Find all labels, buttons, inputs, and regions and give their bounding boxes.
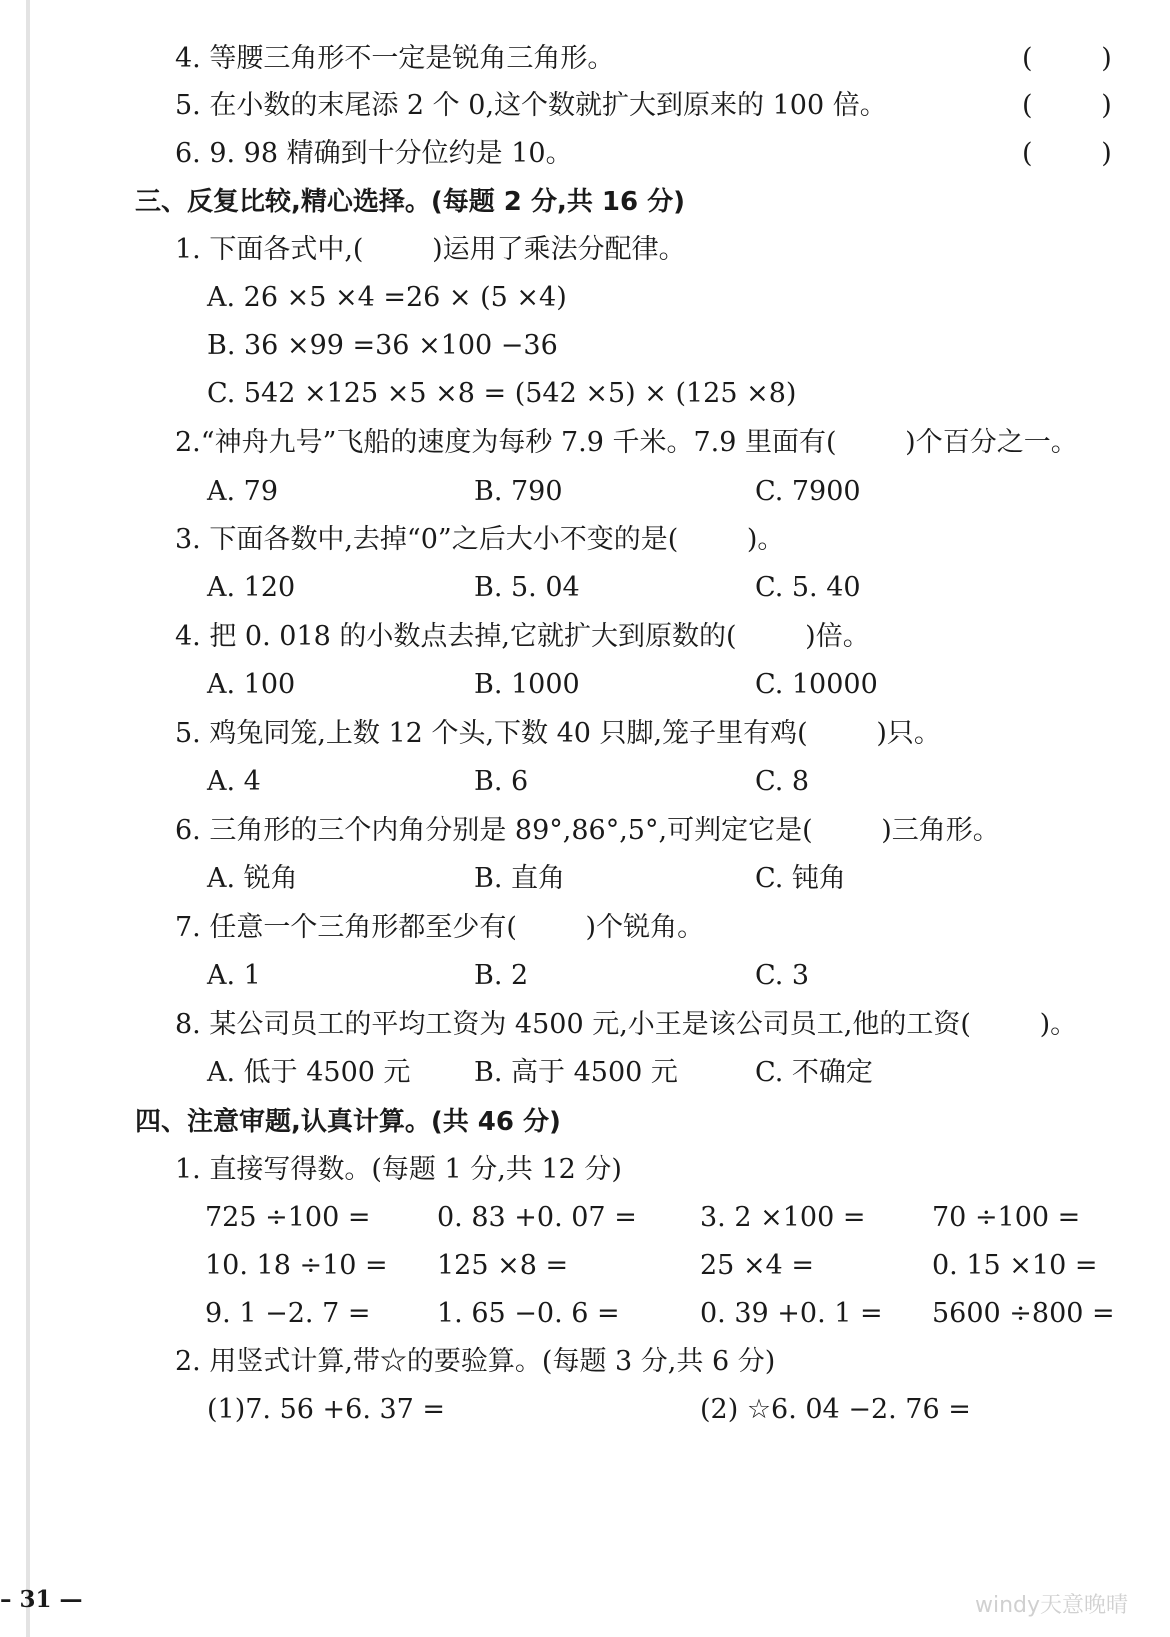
- choice-option-3a[interactable]: A. 120: [207, 572, 296, 603]
- page-edge-shadow: [26, 0, 30, 1637]
- choice-option-1a[interactable]: A. 26 ×5 ×4 =26 × (5 ×4): [207, 282, 567, 313]
- vertical-calc-item-1: (1)7. 56 +6. 37 =: [207, 1394, 446, 1425]
- section3-heading: 三、反复比较,精心选择。(每题 2 分,共 16 分): [135, 187, 685, 217]
- choice-question-1: 1. 下面各式中,( )运用了乘法分配律。: [175, 234, 686, 265]
- choice-question-2: 2.“神舟九号”飞船的速度为每秒 7.9 千米。7.9 里面有( )个百分之一。: [175, 427, 1078, 458]
- calc-item: 5600 ÷800 =: [932, 1298, 1115, 1329]
- choice-question-7: 7. 任意一个三角形都至少有( )个锐角。: [175, 912, 705, 943]
- choice-option-8c[interactable]: C. 不确定: [755, 1057, 873, 1088]
- calc-item: 725 ÷100 =: [205, 1202, 371, 1233]
- choice-question-8: 8. 某公司员工的平均工资为 4500 元,小王是该公司员工,他的工资( )。: [175, 1009, 1078, 1040]
- calc-item: 10. 18 ÷10 =: [205, 1250, 388, 1281]
- choice-option-6c[interactable]: C. 钝角: [755, 863, 846, 894]
- vertical-calc-item-2: (2) ☆6. 04 −2. 76 =: [700, 1394, 971, 1425]
- choice-option-2b[interactable]: B. 790: [474, 476, 563, 507]
- choice-option-6b[interactable]: B. 直角: [474, 863, 566, 894]
- choice-option-5c[interactable]: C. 8: [755, 766, 810, 797]
- choice-option-1b[interactable]: B. 36 ×99 =36 ×100 −36: [207, 330, 558, 361]
- answer-blank-judge-4[interactable]: ( ): [1022, 43, 1112, 74]
- calc-item: 3. 2 ×100 =: [700, 1202, 866, 1233]
- answer-blank-judge-5[interactable]: ( ): [1022, 90, 1112, 121]
- choice-option-2c[interactable]: C. 7900: [755, 476, 861, 507]
- choice-option-1c[interactable]: C. 542 ×125 ×5 ×8 = (542 ×5) × (125 ×8): [207, 378, 797, 409]
- calc-subheading-2: 2. 用竖式计算,带☆的要验算。(每题 3 分,共 6 分): [175, 1346, 776, 1377]
- choice-option-8b[interactable]: B. 高于 4500 元: [474, 1057, 678, 1088]
- choice-option-5b[interactable]: B. 6: [474, 766, 529, 797]
- choice-option-2a[interactable]: A. 79: [207, 476, 279, 507]
- calc-item: 0. 15 ×10 =: [932, 1250, 1098, 1281]
- choice-option-4c[interactable]: C. 10000: [755, 669, 878, 700]
- choice-option-7b[interactable]: B. 2: [474, 960, 529, 991]
- choice-option-3b[interactable]: B. 5. 04: [474, 572, 580, 603]
- calc-item: 1. 65 −0. 6 =: [437, 1298, 620, 1329]
- calc-item: 70 ÷100 =: [932, 1202, 1081, 1233]
- choice-question-5: 5. 鸡兔同笼,上数 12 个头,下数 40 只脚,笼子里有鸡( )只。: [175, 718, 941, 749]
- choice-option-7a[interactable]: A. 1: [207, 960, 261, 991]
- page-number: – 31 —: [0, 1586, 83, 1613]
- judge-item-4: 4. 等腰三角形不一定是锐角三角形。: [175, 43, 615, 74]
- judge-item-5: 5. 在小数的末尾添 2 个 0,这个数就扩大到原来的 100 倍。: [175, 90, 887, 121]
- judge-item-6: 6. 9. 98 精确到十分位约是 10。: [175, 138, 573, 169]
- choice-option-6a[interactable]: A. 锐角: [207, 863, 298, 894]
- calc-item: 0. 83 +0. 07 =: [437, 1202, 637, 1233]
- calc-item: 25 ×4 =: [700, 1250, 814, 1281]
- calc-item: 0. 39 +0. 1 =: [700, 1298, 883, 1329]
- choice-option-4a[interactable]: A. 100: [207, 669, 296, 700]
- choice-option-5a[interactable]: A. 4: [207, 766, 261, 797]
- calc-item: 125 ×8 =: [437, 1250, 569, 1281]
- choice-option-8a[interactable]: A. 低于 4500 元: [207, 1057, 411, 1088]
- choice-option-3c[interactable]: C. 5. 40: [755, 572, 861, 603]
- choice-question-3: 3. 下面各数中,去掉“0”之后大小不变的是( )。: [175, 524, 785, 555]
- watermark: windy天意晚晴: [975, 1593, 1129, 1618]
- section4-heading: 四、注意审题,认真计算。(共 46 分): [135, 1107, 561, 1137]
- calc-item: 9. 1 −2. 7 =: [205, 1298, 371, 1329]
- calc-subheading-1: 1. 直接写得数。(每题 1 分,共 12 分): [175, 1154, 622, 1185]
- choice-question-6: 6. 三角形的三个内角分别是 89°,86°,5°,可判定它是( )三角形。: [175, 815, 1000, 846]
- choice-question-4: 4. 把 0. 018 的小数点去掉,它就扩大到原数的( )倍。: [175, 621, 870, 652]
- choice-option-7c[interactable]: C. 3: [755, 960, 810, 991]
- answer-blank-judge-6[interactable]: ( ): [1022, 138, 1112, 169]
- choice-option-4b[interactable]: B. 1000: [474, 669, 580, 700]
